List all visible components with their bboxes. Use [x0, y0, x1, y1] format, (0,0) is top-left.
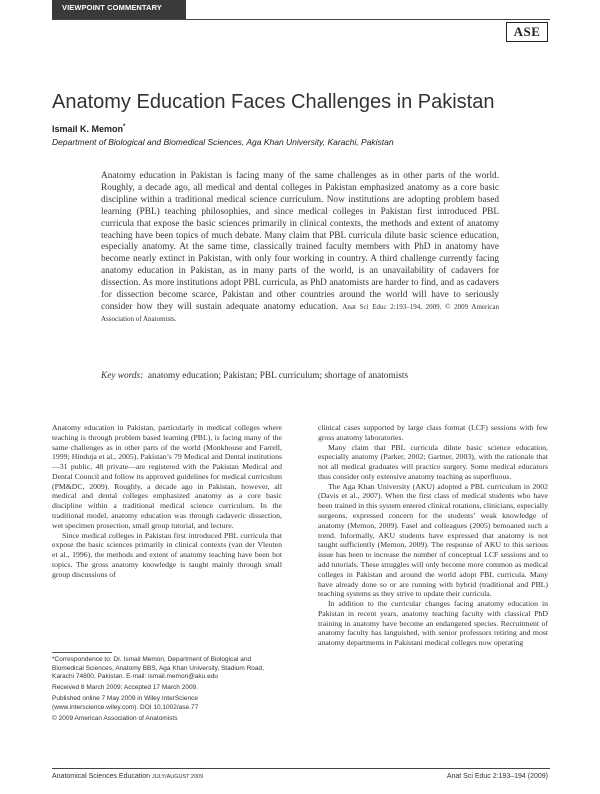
body-paragraph: The Aga Khan University (AKU) adopted a PBL curriculum in 2002 (Davis et al., 2007). When the first class of medical students who have been trained in this system entered clinical rotations, clinicians, especially surgeons, expressed concern for the students’ weak knowledge of anatomy (Memon, 2009). Fasel and colleagues (2005) bemoaned such a trend. Informally, AKU students have expressed that anatomy is not taught sufficiently (Memon, 2009). The response of AKU to this serious issue has been to increase the number of conceptual LCF sessions and to add tutorials. These struggles will only become more common as medical colleges in Pakistan and around the world adopt PBL curricula. Many have already done so or are running with hybrid (traditional and PBL) teaching systems as they strive to update their curricula.	[318, 481, 548, 599]
footer-rule	[52, 768, 550, 769]
correspondence-note: *Correspondence to: Dr. Ismail Memon, Department of Biological and Biomedical Sciences, Anatomy BBS, Aga Khan University, Stadium Road, Karachi 74800, Pakistan. E-mail: ismail.memon@aku.edu	[52, 656, 264, 681]
abstract	[101, 171, 499, 326]
footer-citation: Anat Sci Educ 2:193–194 (2009)	[446, 773, 548, 780]
article-title: Anatomy Education Faces Challenges in Pakistan	[52, 91, 495, 113]
author-affiliation: Department of Biological and Biomedical Sciences, Aga Khan University, Karachi, Pakistan	[52, 137, 394, 147]
body-paragraph: clinical cases supported by large class format (LCF) sessions with few gross anatomy laboratories.	[318, 423, 548, 442]
body-column-left	[52, 423, 282, 580]
author-name: Ismail K. Memon*	[52, 124, 126, 134]
footer-issue: JULY/AUGUST 2009	[152, 774, 204, 780]
footer-journal	[52, 773, 203, 780]
abstract-text: Anatomy education in Pakistan is facing many of the same challenges as in other parts of the world. Roughly, a decade ago, all medical and dental colleges in Pakistan emphasized anatomy as a core basic discipline within a traditional medical science curriculum. Now institutions are adopting problem based learning (PBL) teaching philosophies, and since medical colleges in Pakistan first introduced PBL curricula that expose the basic sciences primarily in clinical contexts, the methods and extent of anatomy teaching have been topics of much debate. Many claim that PBL curricula dilute basic science education, especially anatomy. At the same time, classically trained faculty members with PhD in anatomy have become nearly extinct in Pakistan, with only four working in country. A third challenge currently facing anatomy education in Pakistan, as in many parts of the world, is an unavailability of cadavers for dissection. As more institutions adopt PBL curricula, as PhD anatomists are harder to find, and as cadavers for dissection become scarce, Pakistan and other countries around the world will have to seriously consider how they will sustain adequate anatomy education.	[101, 171, 499, 312]
body-paragraph: In addition to the curricular changes facing anatomy education in Pakistan in recent years, anatomy teaching faculty with classical PhD training in anatomy have become an endangered species. Recruitment of anatomy faculty has languished, with senior professors retiring and most anatomy departments in Pakistani medical colleges now operating	[318, 599, 548, 648]
body-paragraph: Since medical colleges in Pakistan first introduced PBL curricula that expose the basic sciences primarily in clinical contexts (van der Vleuten et al., 1996), the methods and extent of anatomy teaching have been hot topics. The gross anatomy knowledge is taught mainly through small group discussions of	[52, 530, 282, 579]
journal-logo: ASE	[506, 22, 548, 42]
author-footnote-mark: *	[123, 124, 126, 130]
keywords	[101, 371, 521, 381]
header-bar	[0, 0, 600, 20]
keywords-label: Key words:	[101, 371, 144, 381]
footnote-rule	[52, 652, 112, 653]
received-note: Received 8 March 2009; Accepted 17 March 2009.	[52, 684, 198, 691]
section-label: VIEWPOINT COMMENTARY	[62, 3, 162, 12]
abstract-citation: Anat Sci Educ 2:193–194, 2009. © 2009 American Association of Anatomists.	[101, 302, 499, 323]
header-rule	[52, 19, 550, 20]
body-column-right	[318, 423, 548, 648]
body-paragraph: Many claim that PBL curricula dilute basic science education, especially anatomy (Parker, 2002; Gartner, 2003), with the rationale that not all medical graduates will practice surgery. Some medical educators thus consider only extensive anatomy teaching as superfluous.	[318, 442, 548, 481]
keywords-list: anatomy education; Pakistan; PBL curriculum; shortage of anatomists	[147, 371, 409, 381]
copyright-note: © 2009 American Association of Anatomists	[52, 715, 178, 722]
footer-journal-name: Anatomical Sciences Education	[52, 773, 151, 780]
body-paragraph: Anatomy education in Pakistan, particularly in medical colleges where teaching is through problem based learning (PBL), is facing many of the same challenges as in other parts of the world (Monkhouse and Farrell, 1999; Hinduja et al., 2005). Pakistan’s 79 Medical and Dental institutions—31 public, 48 private—are registered with the Pakistan Medical and Dental Council and follow its approved guidelines for medical curriculum (PM&DC, 2009). Roughly, a decade ago in Pakistan, however, all medical and dental colleges emphasized anatomy as a core basic discipline within a traditional medical science curriculum. In the traditional model, anatomy education was through cadaveric dissection, wet specimen prosection, small group tutorial, and lecture.	[52, 423, 282, 530]
published-note: Published online 7 May 2009 in Wiley InterScience (www.interscience.wiley.com). DOI 10.1002/ase.77	[52, 695, 199, 711]
